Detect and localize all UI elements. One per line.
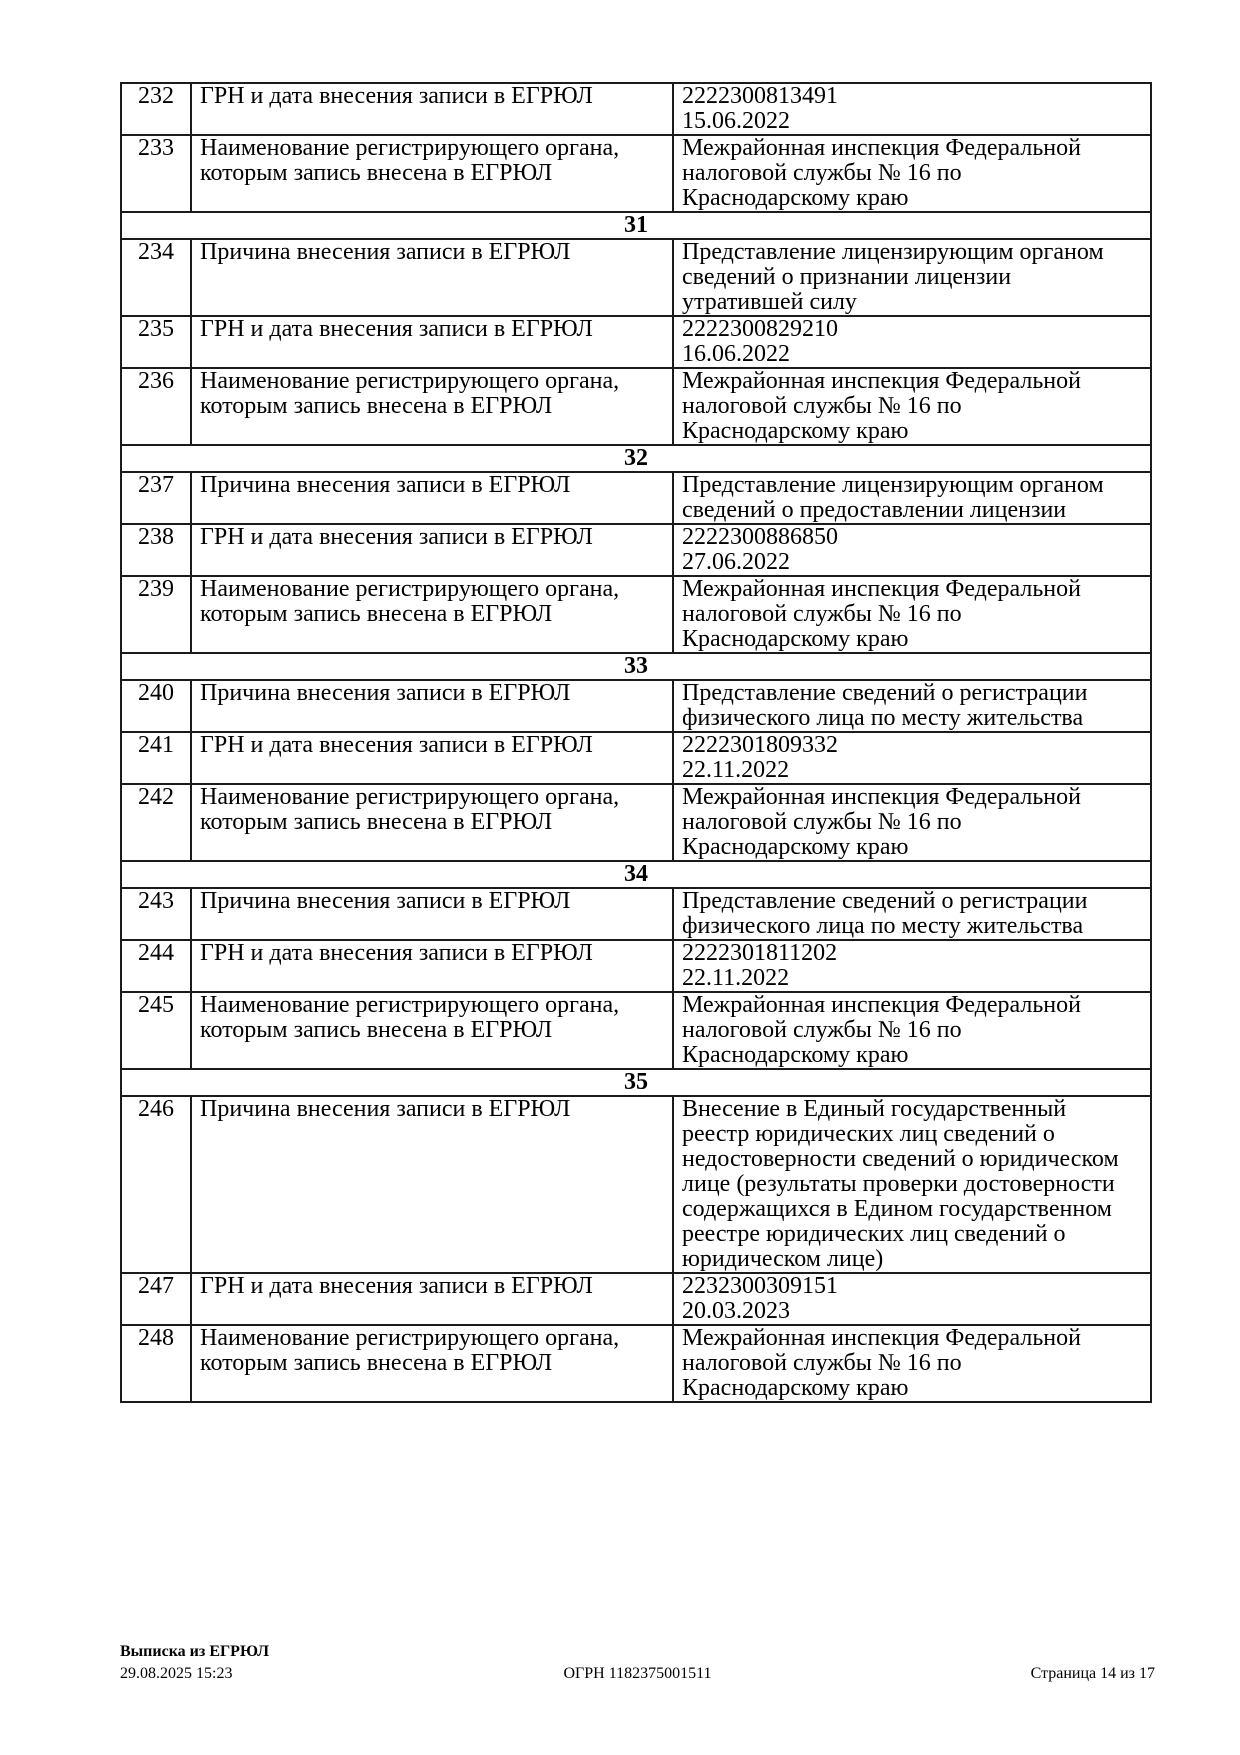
- section-header-row: [121, 1069, 1151, 1096]
- cell-text-line: 2222300829210: [682, 316, 838, 342]
- field-label-cell: [191, 239, 673, 316]
- row-number-cell: 244: [121, 940, 191, 992]
- table-row: [121, 316, 1151, 368]
- field-value-cell: [673, 680, 1151, 732]
- row-number-cell: 245: [121, 992, 191, 1069]
- table-row: [121, 576, 1151, 653]
- table-row: [121, 784, 1151, 861]
- cell-text-line: налоговой службы № 16 по: [682, 601, 962, 627]
- section-number: 31: [121, 212, 1151, 239]
- cell-text-line: Наименование регистрирующего органа,: [200, 135, 620, 161]
- page-footer: [120, 1641, 1155, 1685]
- cell-text-line: Причина внесения записи в ЕГРЮЛ: [200, 239, 571, 265]
- table-row: [121, 1273, 1151, 1325]
- field-value-cell: [673, 888, 1151, 940]
- cell-text-line: 2222300813491: [682, 83, 838, 109]
- field-label-cell: [191, 576, 673, 653]
- row-number-cell: 241: [121, 732, 191, 784]
- cell-text-line: ГРН и дата внесения записи в ЕГРЮЛ: [200, 83, 593, 109]
- cell-text-line: которым запись внесена в ЕГРЮЛ: [200, 393, 553, 419]
- cell-text-line: 15.06.2022: [682, 108, 790, 134]
- cell-text-line: 2232300309151: [682, 1273, 838, 1299]
- cell-text-line: Представление лицензирующим органом: [682, 239, 1104, 265]
- cell-text-line: утратившей силу: [682, 289, 857, 315]
- field-value-cell: [673, 135, 1151, 212]
- field-value-cell: [673, 83, 1151, 135]
- field-label-cell: [191, 680, 673, 732]
- cell-text-line: 20.03.2023: [682, 1298, 790, 1324]
- table-row: [121, 524, 1151, 576]
- cell-text-line: лице (результаты проверки достоверности: [682, 1171, 1115, 1197]
- row-number-cell: 243: [121, 888, 191, 940]
- row-number-cell: 242: [121, 784, 191, 861]
- field-value-cell: [673, 576, 1151, 653]
- field-value-cell: [673, 1325, 1151, 1402]
- field-value-cell: [673, 239, 1151, 316]
- cell-text-line: Межрайонная инспекция Федеральной: [682, 576, 1081, 602]
- cell-text-line: которым запись внесена в ЕГРЮЛ: [200, 1350, 553, 1376]
- cell-text-line: Причина внесения записи в ЕГРЮЛ: [200, 680, 571, 706]
- field-label-cell: [191, 524, 673, 576]
- cell-text-line: Краснодарскому краю: [682, 185, 909, 211]
- table-row: [121, 83, 1151, 135]
- cell-text-line: Представление лицензирующим органом: [682, 472, 1104, 498]
- field-label-cell: [191, 368, 673, 445]
- field-value-cell: [673, 732, 1151, 784]
- table-row: [121, 1325, 1151, 1402]
- cell-text-line: сведений о предоставлении лицензии: [682, 497, 1067, 523]
- table-row: [121, 135, 1151, 212]
- field-label-cell: [191, 135, 673, 212]
- cell-text-line: налоговой службы № 16 по: [682, 393, 962, 419]
- cell-text-line: 2222301811202: [682, 940, 838, 966]
- row-number-cell: 238: [121, 524, 191, 576]
- cell-text-line: Межрайонная инспекция Федеральной: [682, 368, 1081, 394]
- cell-text-line: 2222300886850: [682, 524, 838, 550]
- cell-text-line: налоговой службы № 16 по: [682, 160, 962, 186]
- section-header-row: [121, 653, 1151, 680]
- field-label-cell: [191, 1325, 673, 1402]
- field-label-cell: [191, 784, 673, 861]
- cell-text-line: ГРН и дата внесения записи в ЕГРЮЛ: [200, 316, 593, 342]
- field-label-cell: [191, 732, 673, 784]
- field-label-cell: [191, 316, 673, 368]
- field-value-cell: [673, 1096, 1151, 1273]
- table-row: [121, 472, 1151, 524]
- field-label-cell: [191, 83, 673, 135]
- cell-text-line: Причина внесения записи в ЕГРЮЛ: [200, 888, 571, 914]
- cell-text-line: Краснодарскому краю: [682, 1042, 909, 1068]
- row-number-cell: 240: [121, 680, 191, 732]
- cell-text-line: ГРН и дата внесения записи в ЕГРЮЛ: [200, 732, 593, 758]
- cell-text-line: 16.06.2022: [682, 341, 790, 367]
- row-number-cell: 239: [121, 576, 191, 653]
- table-row: [121, 940, 1151, 992]
- field-value-cell: [673, 524, 1151, 576]
- cell-text-line: Наименование регистрирующего органа,: [200, 368, 620, 394]
- field-label-cell: [191, 1273, 673, 1325]
- cell-text-line: недостоверности сведений о юридическом: [682, 1146, 1119, 1172]
- field-value-cell: [673, 316, 1151, 368]
- section-number: 35: [121, 1069, 1151, 1096]
- field-value-cell: [673, 992, 1151, 1069]
- row-number-cell: 237: [121, 472, 191, 524]
- field-value-cell: [673, 1273, 1151, 1325]
- cell-text-line: содержащихся в Едином государственном: [682, 1196, 1112, 1222]
- footer-doc-type: Выписка из ЕГРЮЛ: [120, 1643, 270, 1660]
- cell-text-line: Внесение в Единый государственный: [682, 1096, 1067, 1122]
- cell-text-line: реестр юридических лиц сведений о: [682, 1121, 1055, 1147]
- field-value-cell: [673, 940, 1151, 992]
- table-row: [121, 368, 1151, 445]
- cell-text-line: которым запись внесена в ЕГРЮЛ: [200, 160, 553, 186]
- cell-text-line: 2222301809332: [682, 732, 838, 758]
- cell-text-line: Наименование регистрирующего органа,: [200, 1325, 620, 1351]
- cell-text-line: которым запись внесена в ЕГРЮЛ: [200, 1017, 553, 1043]
- cell-text-line: Причина внесения записи в ЕГРЮЛ: [200, 1096, 571, 1122]
- section-number: 34: [121, 861, 1151, 888]
- cell-text-line: ГРН и дата внесения записи в ЕГРЮЛ: [200, 940, 593, 966]
- field-label-cell: [191, 992, 673, 1069]
- table-row: [121, 680, 1151, 732]
- row-number-cell: 246: [121, 1096, 191, 1273]
- table-row: [121, 239, 1151, 316]
- cell-text-line: физического лица по месту жительства: [682, 913, 1084, 939]
- cell-text-line: Наименование регистрирующего органа,: [200, 992, 620, 1018]
- cell-text-line: 22.11.2022: [682, 757, 790, 783]
- cell-text-line: Межрайонная инспекция Федеральной: [682, 784, 1081, 810]
- field-value-cell: [673, 472, 1151, 524]
- field-label-cell: [191, 1096, 673, 1273]
- cell-text-line: Краснодарскому краю: [682, 1375, 909, 1401]
- footer-page-number: Страница 14 из 17: [1030, 1665, 1155, 1682]
- cell-text-line: Причина внесения записи в ЕГРЮЛ: [200, 472, 571, 498]
- section-number: 33: [121, 653, 1151, 680]
- section-header-row: [121, 212, 1151, 239]
- cell-text-line: Краснодарскому краю: [682, 626, 909, 652]
- field-label-cell: [191, 940, 673, 992]
- egrul-records-table: [120, 82, 1152, 1403]
- row-number-cell: 235: [121, 316, 191, 368]
- cell-text-line: 27.06.2022: [682, 549, 790, 575]
- section-header-row: [121, 445, 1151, 472]
- table-row: [121, 1096, 1151, 1273]
- cell-text-line: Представление сведений о регистрации: [682, 888, 1088, 914]
- cell-text-line: налоговой службы № 16 по: [682, 1350, 962, 1376]
- cell-text-line: которым запись внесена в ЕГРЮЛ: [200, 601, 553, 627]
- table-row: [121, 888, 1151, 940]
- section-number: 32: [121, 445, 1151, 472]
- row-number-cell: 232: [121, 83, 191, 135]
- field-label-cell: [191, 472, 673, 524]
- cell-text-line: ГРН и дата внесения записи в ЕГРЮЛ: [200, 1273, 593, 1299]
- cell-text-line: налоговой службы № 16 по: [682, 1017, 962, 1043]
- cell-text-line: Краснодарскому краю: [682, 418, 909, 444]
- cell-text-line: Межрайонная инспекция Федеральной: [682, 992, 1081, 1018]
- cell-text-line: Представление сведений о регистрации: [682, 680, 1088, 706]
- cell-text-line: Краснодарскому краю: [682, 834, 909, 860]
- field-label-cell: [191, 888, 673, 940]
- cell-text-line: физического лица по месту жительства: [682, 705, 1084, 731]
- cell-text-line: Межрайонная инспекция Федеральной: [682, 1325, 1081, 1351]
- row-number-cell: 233: [121, 135, 191, 212]
- cell-text-line: которым запись внесена в ЕГРЮЛ: [200, 809, 553, 835]
- row-number-cell: 234: [121, 239, 191, 316]
- cell-text-line: 22.11.2022: [682, 965, 790, 991]
- field-value-cell: [673, 368, 1151, 445]
- cell-text-line: сведений о признании лицензии: [682, 264, 1012, 290]
- cell-text-line: ГРН и дата внесения записи в ЕГРЮЛ: [200, 524, 593, 550]
- cell-text-line: налоговой службы № 16 по: [682, 809, 962, 835]
- footer-generated-datetime: 29.08.2025 15:23: [120, 1665, 233, 1682]
- row-number-cell: 248: [121, 1325, 191, 1402]
- cell-text-line: реестре юридических лиц сведений о: [682, 1221, 1066, 1247]
- footer-ogrn: ОГРН 1182375001511: [563, 1665, 712, 1682]
- section-header-row: [121, 861, 1151, 888]
- table-row: [121, 732, 1151, 784]
- table-row: [121, 992, 1151, 1069]
- field-value-cell: [673, 784, 1151, 861]
- row-number-cell: 247: [121, 1273, 191, 1325]
- cell-text-line: Наименование регистрирующего органа,: [200, 576, 620, 602]
- cell-text-line: Межрайонная инспекция Федеральной: [682, 135, 1081, 161]
- row-number-cell: 236: [121, 368, 191, 445]
- cell-text-line: Наименование регистрирующего органа,: [200, 784, 620, 810]
- footer-info-row: [120, 1663, 1155, 1685]
- cell-text-line: юридическом лице): [682, 1246, 884, 1272]
